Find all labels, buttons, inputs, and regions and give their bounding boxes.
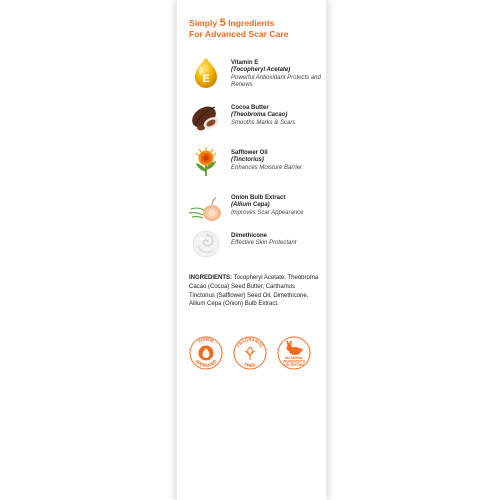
product-panel <box>176 0 327 500</box>
derm-approved-badge <box>189 336 223 370</box>
ingredients-label: INGREDIENTS: <box>189 275 233 281</box>
fragrance-free-badge <box>233 336 267 370</box>
svg-text:APPROVED: APPROVED <box>194 358 218 369</box>
vitamin-e-capsule-icon <box>189 56 223 90</box>
svg-text:DERM: DERM <box>197 336 215 344</box>
rabbit-icon <box>286 340 302 355</box>
headline-line2: For Advanced Scar Care <box>189 29 289 39</box>
ingredient-vitamin-e: E Vitamin E (Tocopheryl Acetate) Powerful Antioxidant Protects and Renews <box>189 56 324 92</box>
svg-text:E: E <box>202 73 210 85</box>
dimethicone-swirl-icon <box>189 227 223 261</box>
svg-text:OR TESTING: OR TESTING <box>284 363 304 368</box>
headline-number: 5 <box>219 17 226 29</box>
ingredients-text: Tocopheryl Acetate, Theobroma Cacao (Cocoa) Seed Butter, Carthamus Tinctorius (Safflower) Seed Oil, Dimethicone, Allium Cepa (Onion) Bulb Extract. <box>189 275 319 308</box>
svg-text:INGREDIENTS: INGREDIENTS <box>283 359 305 364</box>
headline: Simply 5 Ingredients For Advanced Scar Care <box>189 17 289 39</box>
cocoa-pod-icon <box>189 101 223 135</box>
ingredient-dimethicone: Dimethicone Effective Skin Protectant <box>189 227 324 263</box>
ingredient-safflower-oil: Safflower Oil (Tinctorius) Enhances Moisture Barrier <box>189 146 324 182</box>
svg-text:FRAGRANCE: FRAGRANCE <box>235 337 265 349</box>
ingredients-list <box>189 274 321 309</box>
onion-icon <box>189 191 223 225</box>
safflower-icon <box>189 146 223 180</box>
ingredient-cocoa-butter: Cocoa Butter (Theobroma Cacao) Smooths Marks & Scars <box>189 101 324 137</box>
ingredient-onion-bulb-extract: Onion Bulb Extract (Allium Cepa) Improves Scar Appearance <box>189 191 324 227</box>
svg-text:NO ANIMAL: NO ANIMAL <box>285 356 303 360</box>
cruelty-free-badge <box>277 336 311 370</box>
svg-text:FREE: FREE <box>243 361 257 369</box>
